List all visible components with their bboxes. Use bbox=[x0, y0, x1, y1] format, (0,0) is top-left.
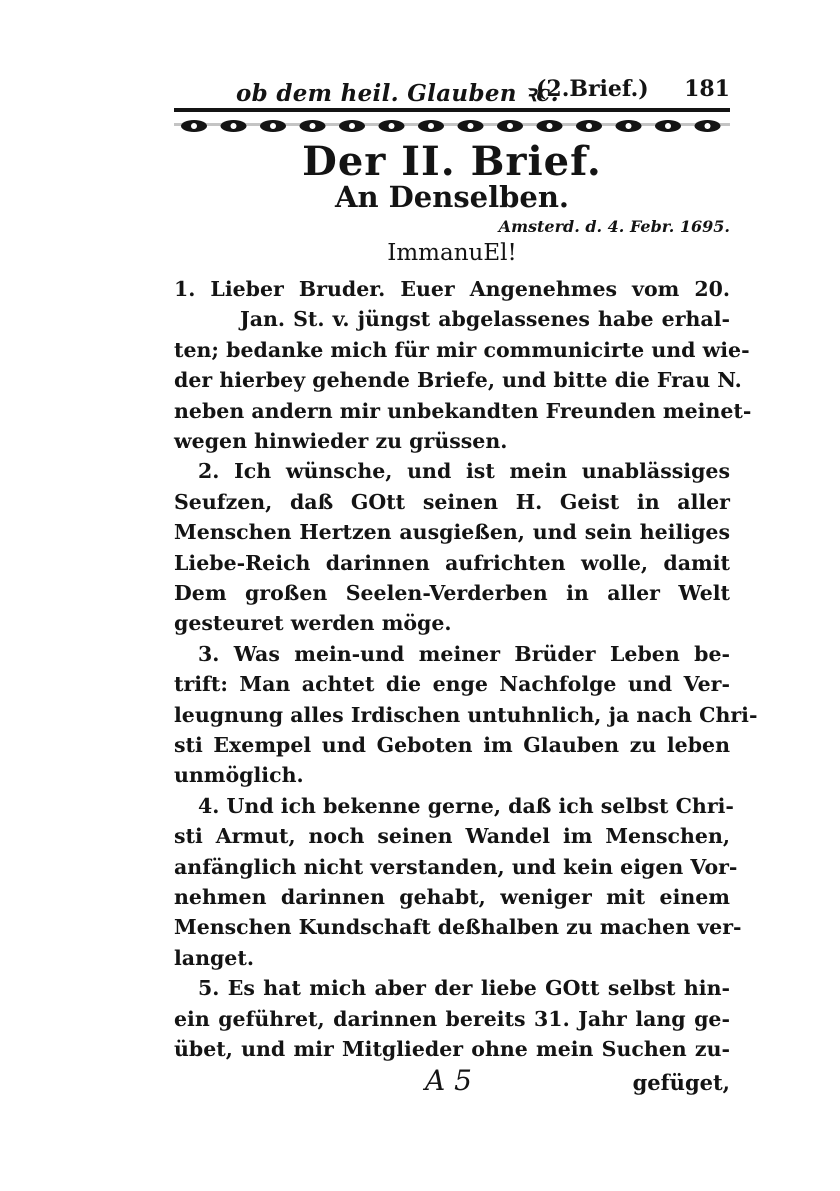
text-line: neben andern mir unbekandten Freunden meinet- bbox=[174, 398, 752, 423]
text-line: sti Armut, noch seinen Wandel im Menschen, bbox=[174, 824, 730, 849]
text-line: sti Exempel und Geboten im Glauben zu leben bbox=[174, 733, 730, 757]
text-line: 4. Und ich bekenne gerne, daß ich selbst Chri- bbox=[198, 793, 734, 818]
text-line: Seufzen, daß GOtt seinen H. Geist in aller bbox=[174, 489, 730, 514]
text-line: unmöglich. bbox=[174, 763, 304, 788]
text-line: nehmen darinnen gehabt, weniger mit einem bbox=[174, 885, 730, 909]
catchword: gefüget, bbox=[632, 1070, 730, 1095]
text-line: ten; bedanke mich für mir communicirte und wie- bbox=[174, 337, 750, 362]
page-number: 181 bbox=[684, 76, 730, 102]
running-head-section: (2.Brief.) bbox=[536, 76, 649, 102]
signature-mark: A 5 bbox=[425, 1064, 472, 1097]
text-line: 5. Es hat mich aber der liebe GOtt selbst hin- bbox=[198, 976, 730, 1001]
text-line: Menschen Kundschaft deßhalben zu machen ver- bbox=[174, 915, 742, 940]
letter-title: Der II. Brief. bbox=[302, 138, 602, 185]
text-line: Menschen Hertzen ausgießen, und sein heiliges bbox=[174, 520, 730, 545]
text-line: gesteuret werden möge. bbox=[174, 611, 452, 636]
running-head bbox=[178, 76, 730, 106]
letter-subtitle: An Denselben. bbox=[334, 180, 570, 214]
text-line: ein geführet, darinnen bereits 31. Jahr lang ge- bbox=[174, 1006, 730, 1031]
text-line: leugnung alles Irdischen untuhnlich, ja nach Chri- bbox=[174, 702, 758, 727]
text-line: anfänglich nicht verstanden, und kein eigen Vor- bbox=[174, 854, 738, 879]
text-line: der hierbey gehende Briefe, und bitte die Frau N. bbox=[174, 368, 742, 393]
text-line: 2. Ich wünsche, und ist mein unablässiges bbox=[198, 459, 730, 484]
text-line: Jan. St. v. jüngst abgelassenes habe erhal- bbox=[240, 307, 730, 332]
text-line: Liebe-Reich darinnen aufrichten wolle, damit bbox=[174, 550, 730, 575]
dateline: Amsterd. d. 4. Febr. 1695. bbox=[498, 217, 730, 236]
ornament-border bbox=[174, 116, 730, 136]
text-line: wegen hinwieder zu grüssen. bbox=[174, 429, 508, 453]
text-line: Dem großen Seelen-Verderben in aller Welt bbox=[174, 581, 730, 605]
text-line: 3. Was mein-und meiner Brüder Leben be- bbox=[198, 641, 730, 666]
text-line: 1. Lieber Bruder. Euer Angenehmes vom 20. bbox=[174, 277, 730, 301]
salutation: ImmanuEl! bbox=[387, 240, 517, 266]
text-line: trift: Man achtet die enge Nachfolge und Ver- bbox=[174, 672, 730, 697]
text-line: langet. bbox=[174, 945, 254, 970]
header-rule bbox=[174, 108, 730, 112]
text-line: übet, und mir Mitglieder ohne mein Suchen zu- bbox=[174, 1037, 730, 1061]
running-head-title: ob dem heil. Glauben ꝛc. bbox=[236, 80, 559, 107]
